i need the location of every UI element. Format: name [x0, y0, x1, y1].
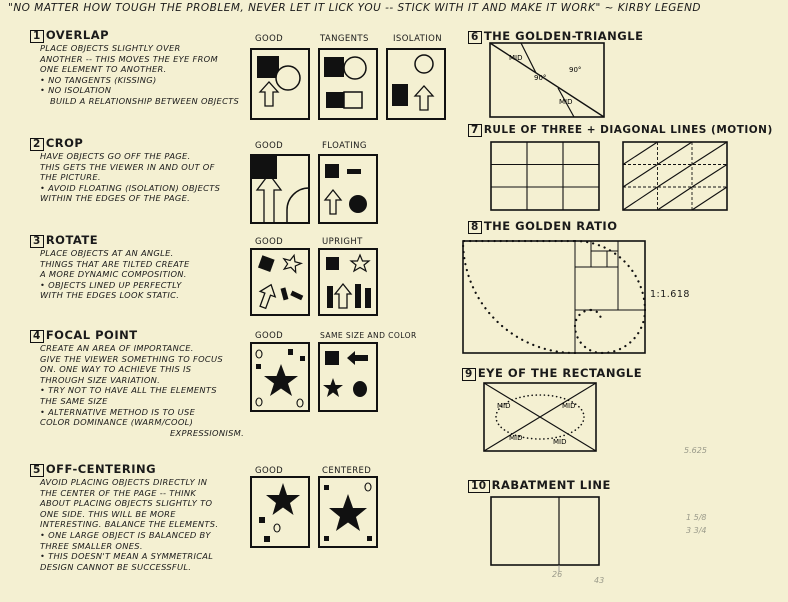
rule-of-three-grid — [490, 141, 600, 211]
text-line: • NO ISOLATION — [40, 85, 112, 96]
label-floating: FLOATING — [322, 141, 367, 151]
text-line: • NO TANGENTS (KISSING) — [40, 74, 157, 85]
text-line: CREATE AN AREA OF IMPORTANCE. — [40, 343, 194, 353]
pencil-note: 3 3/4 — [686, 526, 707, 535]
golden-ratio-diagram — [462, 240, 646, 354]
text-line: WITHIN THE EDGES OF THE PAGE. — [40, 193, 191, 204]
section-number: 4 — [30, 330, 44, 343]
label-good: GOOD — [255, 141, 284, 151]
section-overlap — [30, 28, 239, 107]
rabatment-line-diagram — [490, 496, 600, 572]
crop-floating-thumbnail — [318, 154, 378, 224]
pencil-note: 26 — [552, 570, 563, 579]
text-line: • OBJECTS LINED UP PERFECTLY — [40, 279, 182, 290]
overlap-isolation-thumbnail — [386, 48, 446, 120]
section-number: 5 — [30, 464, 44, 477]
section-crop — [30, 136, 220, 204]
mark-mid: MID — [553, 438, 567, 446]
section-header — [468, 478, 611, 493]
section-title: ROTATE — [45, 233, 99, 247]
offcenter-centered-thumbnail — [318, 476, 378, 548]
section-header — [462, 366, 642, 381]
focal-same-size-thumbnail — [318, 342, 378, 412]
section-number: 9 — [462, 368, 476, 381]
section-title: OFF-CENTERING — [45, 462, 157, 476]
section-eye-of-rectangle — [462, 366, 642, 381]
text-line: • THIS DOESN'T MEAN A SYMMETRICAL — [40, 551, 214, 562]
section-text — [30, 343, 244, 438]
text-line: • TRY NOT TO HAVE ALL THE ELEMENTS — [40, 385, 217, 396]
section-title: FOCAL POINT — [45, 328, 138, 342]
mark-right-angle: 90° — [534, 74, 547, 82]
text-line: ONE ELEMENT TO ANOTHER. — [40, 64, 167, 75]
section-rabatment-line — [468, 478, 611, 493]
section-header — [30, 136, 220, 151]
text-line: • AVOID FLOATING (ISOLATION) OBJECTS — [40, 182, 221, 193]
golden-triangle-diagram — [489, 42, 605, 118]
mark-mid: MID — [562, 402, 576, 410]
text-line: EXPRESSIONISM. — [170, 427, 245, 438]
kirby-quote: "NO MATTER HOW TOUGH THE PROBLEM, NEVER LET IT LICK YOU -- STICK WITH IT AND MAKE IT WORK" ~ KIRBY LEGEND — [8, 2, 702, 14]
section-number: 7 — [468, 124, 482, 137]
mark-mid: MID — [509, 434, 523, 442]
label-same-size-and-color: SAME SIZE AND COLOR — [320, 331, 417, 340]
text-line: THIS GETS THE VIEWER IN AND OUT OF — [40, 161, 215, 172]
mark-right-angle: 90° — [569, 66, 582, 74]
section-golden-ratio — [468, 219, 617, 234]
text-line: • ONE LARGE OBJECT IS BALANCED BY — [40, 529, 211, 540]
section-number: 8 — [468, 221, 482, 234]
text-line: THE CENTER OF THE PAGE -- THINK — [40, 487, 197, 498]
rotate-upright-thumbnail — [318, 248, 378, 316]
text-line: THROUGH SIZE VARIATION. — [40, 374, 161, 385]
pencil-note: 5.625 — [684, 446, 707, 455]
text-line: PLACE OBJECTS SLIGHTLY OVER — [40, 43, 181, 53]
section-header — [468, 124, 773, 137]
section-title: THE GOLDEN-TRIANGLE — [483, 29, 644, 43]
section-number: 3 — [30, 235, 44, 248]
mark-mid: MID — [497, 402, 511, 410]
text-line: WITH THE EDGES LOOK STATIC. — [40, 290, 180, 301]
text-line: GIVE THE VIEWER SOMETHING TO FOCUS — [40, 353, 223, 364]
section-number: 1 — [30, 30, 44, 43]
section-number: 6 — [468, 31, 482, 44]
focal-good-thumbnail — [250, 342, 310, 412]
text-line: BUILD A RELATIONSHIP BETWEEN OBJECTS — [50, 95, 240, 106]
section-text — [30, 151, 220, 204]
crop-good-thumbnail — [250, 154, 310, 224]
section-title: RABATMENT LINE — [491, 478, 611, 492]
label-good: GOOD — [255, 331, 284, 341]
text-line: • ALTERNATIVE METHOD IS TO USE — [40, 406, 196, 417]
text-line: ABOUT PLACING OBJECTS SLIGHTLY TO — [40, 498, 213, 509]
text-line: AVOID PLACING OBJECTS DIRECTLY IN — [40, 477, 208, 487]
pencil-note: 43 — [594, 576, 605, 585]
section-title: OVERLAP — [45, 28, 110, 42]
section-text — [30, 248, 190, 301]
section-text — [30, 43, 239, 107]
section-rule-of-three — [468, 124, 773, 137]
text-line: DESIGN CANNOT BE SUCCESSFUL. — [40, 561, 192, 572]
section-number: 2 — [30, 138, 44, 151]
text-line: THE PICTURE. — [40, 172, 101, 183]
section-rotate — [30, 233, 190, 301]
section-text — [30, 477, 218, 572]
text-line: HAVE OBJECTS GO OFF THE PAGE. — [40, 151, 191, 161]
text-line: INTERESTING. BALANCE THE ELEMENTS. — [40, 519, 219, 530]
diagonal-lines-grid — [622, 141, 728, 211]
label-upright: UPRIGHT — [322, 237, 363, 247]
text-line: THE SAME SIZE — [40, 395, 108, 406]
section-title: THE GOLDEN RATIO — [483, 219, 618, 233]
text-line: ON. ONE WAY TO ACHIEVE THIS IS — [40, 364, 192, 375]
text-line: ONE SIDE. THIS WILL BE MORE — [40, 508, 176, 519]
label-good: GOOD — [255, 34, 284, 44]
text-line: ANOTHER -- THIS MOVES THE EYE FROM — [40, 53, 218, 64]
mark-mid: MID — [559, 98, 573, 106]
label-good: GOOD — [255, 237, 284, 247]
section-number: 10 — [468, 480, 490, 493]
rotate-good-thumbnail — [250, 248, 310, 316]
text-line: A MORE DYNAMIC COMPOSITION. — [40, 269, 187, 280]
text-line: THREE SMALLER ONES. — [40, 540, 143, 551]
text-line: THINGS THAT ARE TILTED CREATE — [40, 258, 190, 269]
section-header — [30, 233, 190, 248]
section-title: CROP — [45, 136, 84, 150]
pencil-note: 1 5/8 — [686, 513, 707, 522]
offcenter-good-thumbnail — [250, 476, 310, 548]
label-tangents: TANGENTS — [320, 34, 369, 44]
label-isolation: ISOLATION — [393, 34, 443, 44]
section-header — [30, 328, 244, 343]
text-line: PLACE OBJECTS AT AN ANGLE. — [40, 248, 174, 258]
label-centered: CENTERED — [322, 466, 372, 476]
section-title: RULE OF THREE + DIAGONAL LINES (MOTION) — [483, 124, 773, 136]
section-off-centering — [30, 462, 218, 572]
section-header — [30, 462, 218, 477]
eye-of-rectangle-diagram — [483, 382, 597, 452]
section-header — [468, 219, 617, 234]
section-header — [30, 28, 239, 43]
overlap-good-thumbnail — [250, 48, 310, 120]
mark-mid: MID — [509, 54, 523, 62]
overlap-tangents-thumbnail — [318, 48, 378, 120]
text-line: COLOR DOMINANCE (WARM/COOL) — [40, 417, 194, 428]
label-good: GOOD — [255, 466, 284, 476]
golden-ratio-value: 1:1.618 — [650, 289, 690, 300]
section-title: EYE OF THE RECTANGLE — [477, 366, 643, 380]
section-focal-point — [30, 328, 244, 438]
